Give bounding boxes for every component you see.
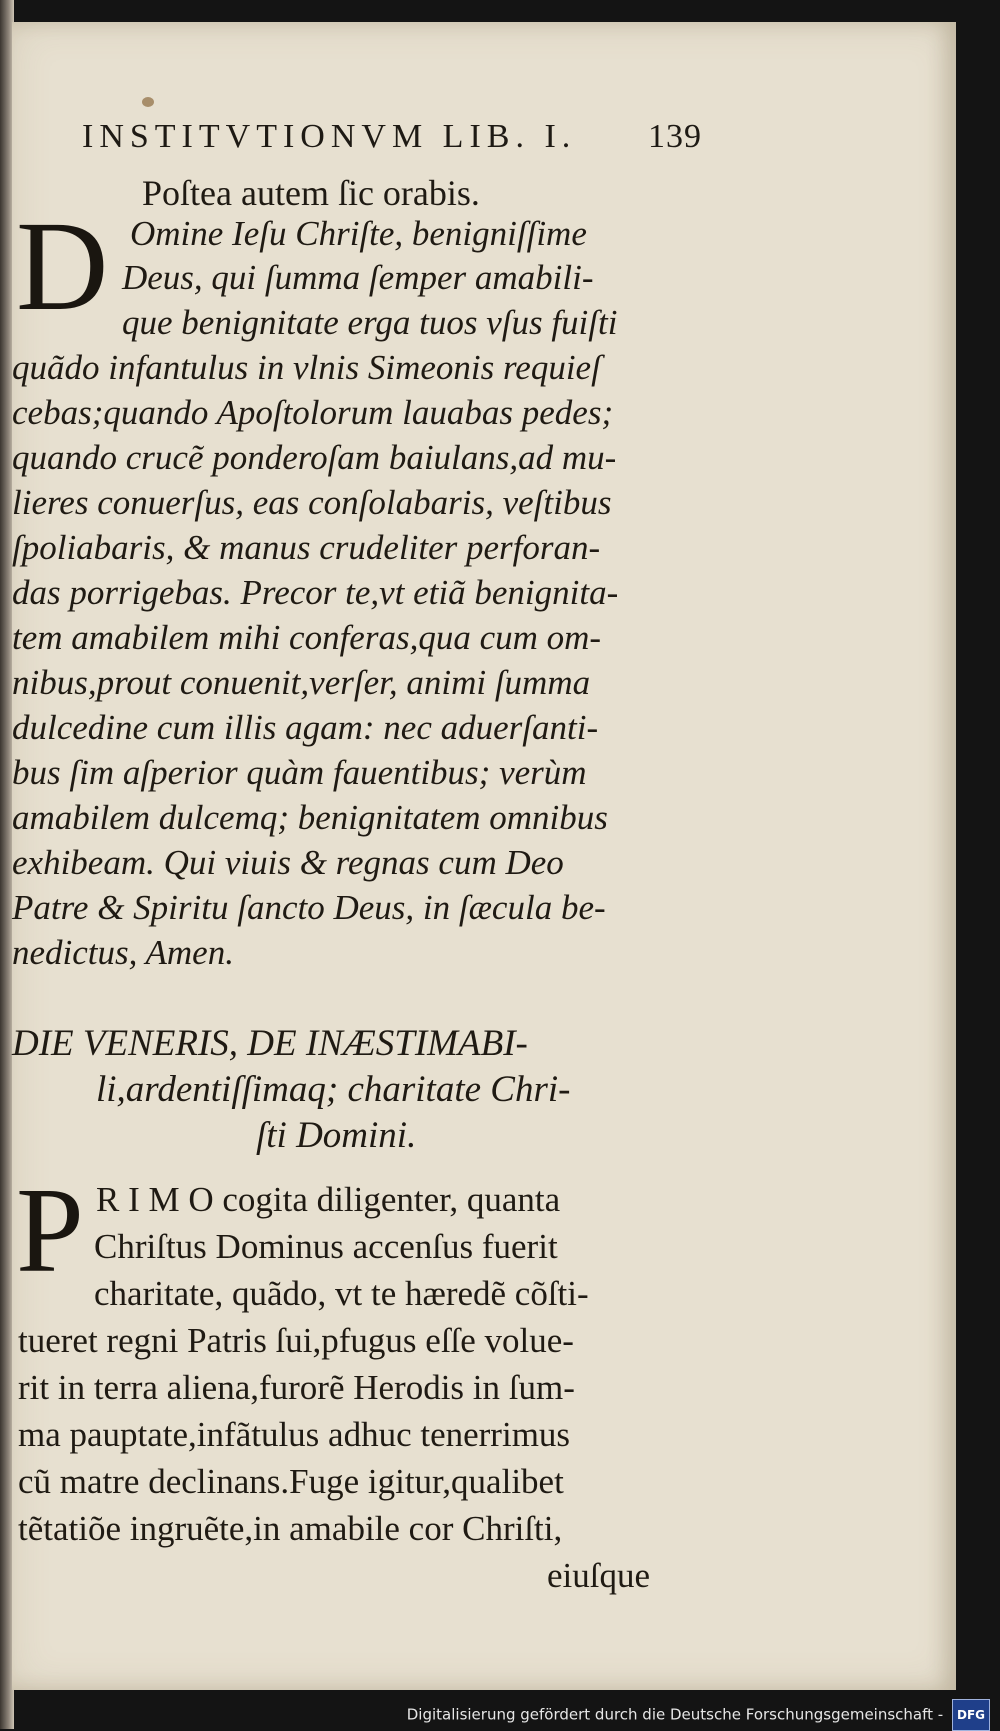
- meditation-line: ma pauptate,infãtulus adhuc tenerrimus: [18, 1415, 571, 1454]
- meditation-line: R I M O cogita diligenter, quanta: [96, 1180, 561, 1219]
- intro-line: Poſtea autem ſic orabis.: [142, 173, 480, 213]
- running-header: [82, 118, 702, 164]
- prayer-line: que benignitate erga tuos vſus fuiſti: [122, 303, 618, 342]
- meditation-line: charitate, quãdo, vt te hæredẽ cõſti-: [94, 1274, 589, 1313]
- prayer-line: quãdo infantulus in vlnis Simeonis requieſ: [12, 348, 601, 387]
- prayer-line: lieres conuerſus, eas conſolabaris, veſtibus: [12, 483, 612, 522]
- meditation-line: cũ matre declinans.Fuge igitur,qualibet: [18, 1462, 564, 1501]
- prayer-line: ſpoliabaris, & manus crudeliter perforan-: [12, 528, 601, 567]
- section-heading-line: DIE VENERIS, DE INÆSTIMABI-: [12, 1023, 528, 1064]
- footer-text: Digitalisierung gefördert durch die Deutsche Forschungsgemeinschaft -: [406, 1705, 944, 1724]
- digitization-footer: [407, 1699, 990, 1727]
- prayer-line: amabilem dulcemq; benignitatem omnibus: [12, 798, 608, 837]
- prayer-line: nedictus, Amen.: [12, 933, 234, 972]
- dfg-logo: DFG: [952, 1699, 990, 1731]
- prayer-line: Patre & Spiritu ſancto Deus, in ſæcula be-: [12, 888, 606, 927]
- prayer-drop-cap: D: [16, 195, 109, 337]
- running-title: INSTITVTIONVM LIB. I.: [82, 118, 577, 155]
- meditation-line: tueret regni Patris ſui,pfugus eſſe volue-: [18, 1321, 574, 1360]
- prayer-line: dulcedine cum illis agam: nec aduerſanti-: [12, 708, 599, 747]
- ink-stain: [142, 97, 154, 107]
- meditation-line: rit in terra aliena,furorẽ Herodis in ſum-: [18, 1368, 575, 1407]
- meditation-line: tẽtatiõe ingruẽte,in amabile cor Chriſti,: [18, 1509, 563, 1548]
- meditation-line: Chriſtus Dominus accenſus fuerit: [94, 1227, 558, 1266]
- catchword: eiuſque: [547, 1556, 651, 1595]
- section-heading-line: li,ardentiſſimaq; charitate Chri-: [96, 1069, 571, 1110]
- meditation-drop-cap: P: [16, 1163, 84, 1298]
- book-page: [12, 22, 956, 1690]
- prayer-line: cebas;quando Apoſtolorum lauabas pedes;: [12, 393, 614, 432]
- prayer-line: quando crucẽ ponderoſam baiulans,ad mu-: [12, 438, 617, 477]
- section-heading-line: ſti Domini.: [256, 1115, 417, 1156]
- prayer-line: nibus,prout conuenit,verſer, animi ſumma: [12, 663, 591, 702]
- prayer-line: Omine Ieſu Chriſte, benigniſſime: [130, 214, 587, 253]
- prayer-line: tem amabilem mihi conferas,qua cum om-: [12, 618, 602, 657]
- prayer-line: exhibeam. Qui viuis & regnas cum Deo: [12, 843, 564, 882]
- prayer-line: Deus, qui ſumma ſemper amabili-: [122, 258, 594, 297]
- page-number: 139: [648, 118, 702, 155]
- prayer-line: das porrigebas. Precor te,vt etiã benignita-: [12, 573, 619, 612]
- prayer-line: bus ſim aſperior quàm fauentibus; verùm: [12, 753, 587, 792]
